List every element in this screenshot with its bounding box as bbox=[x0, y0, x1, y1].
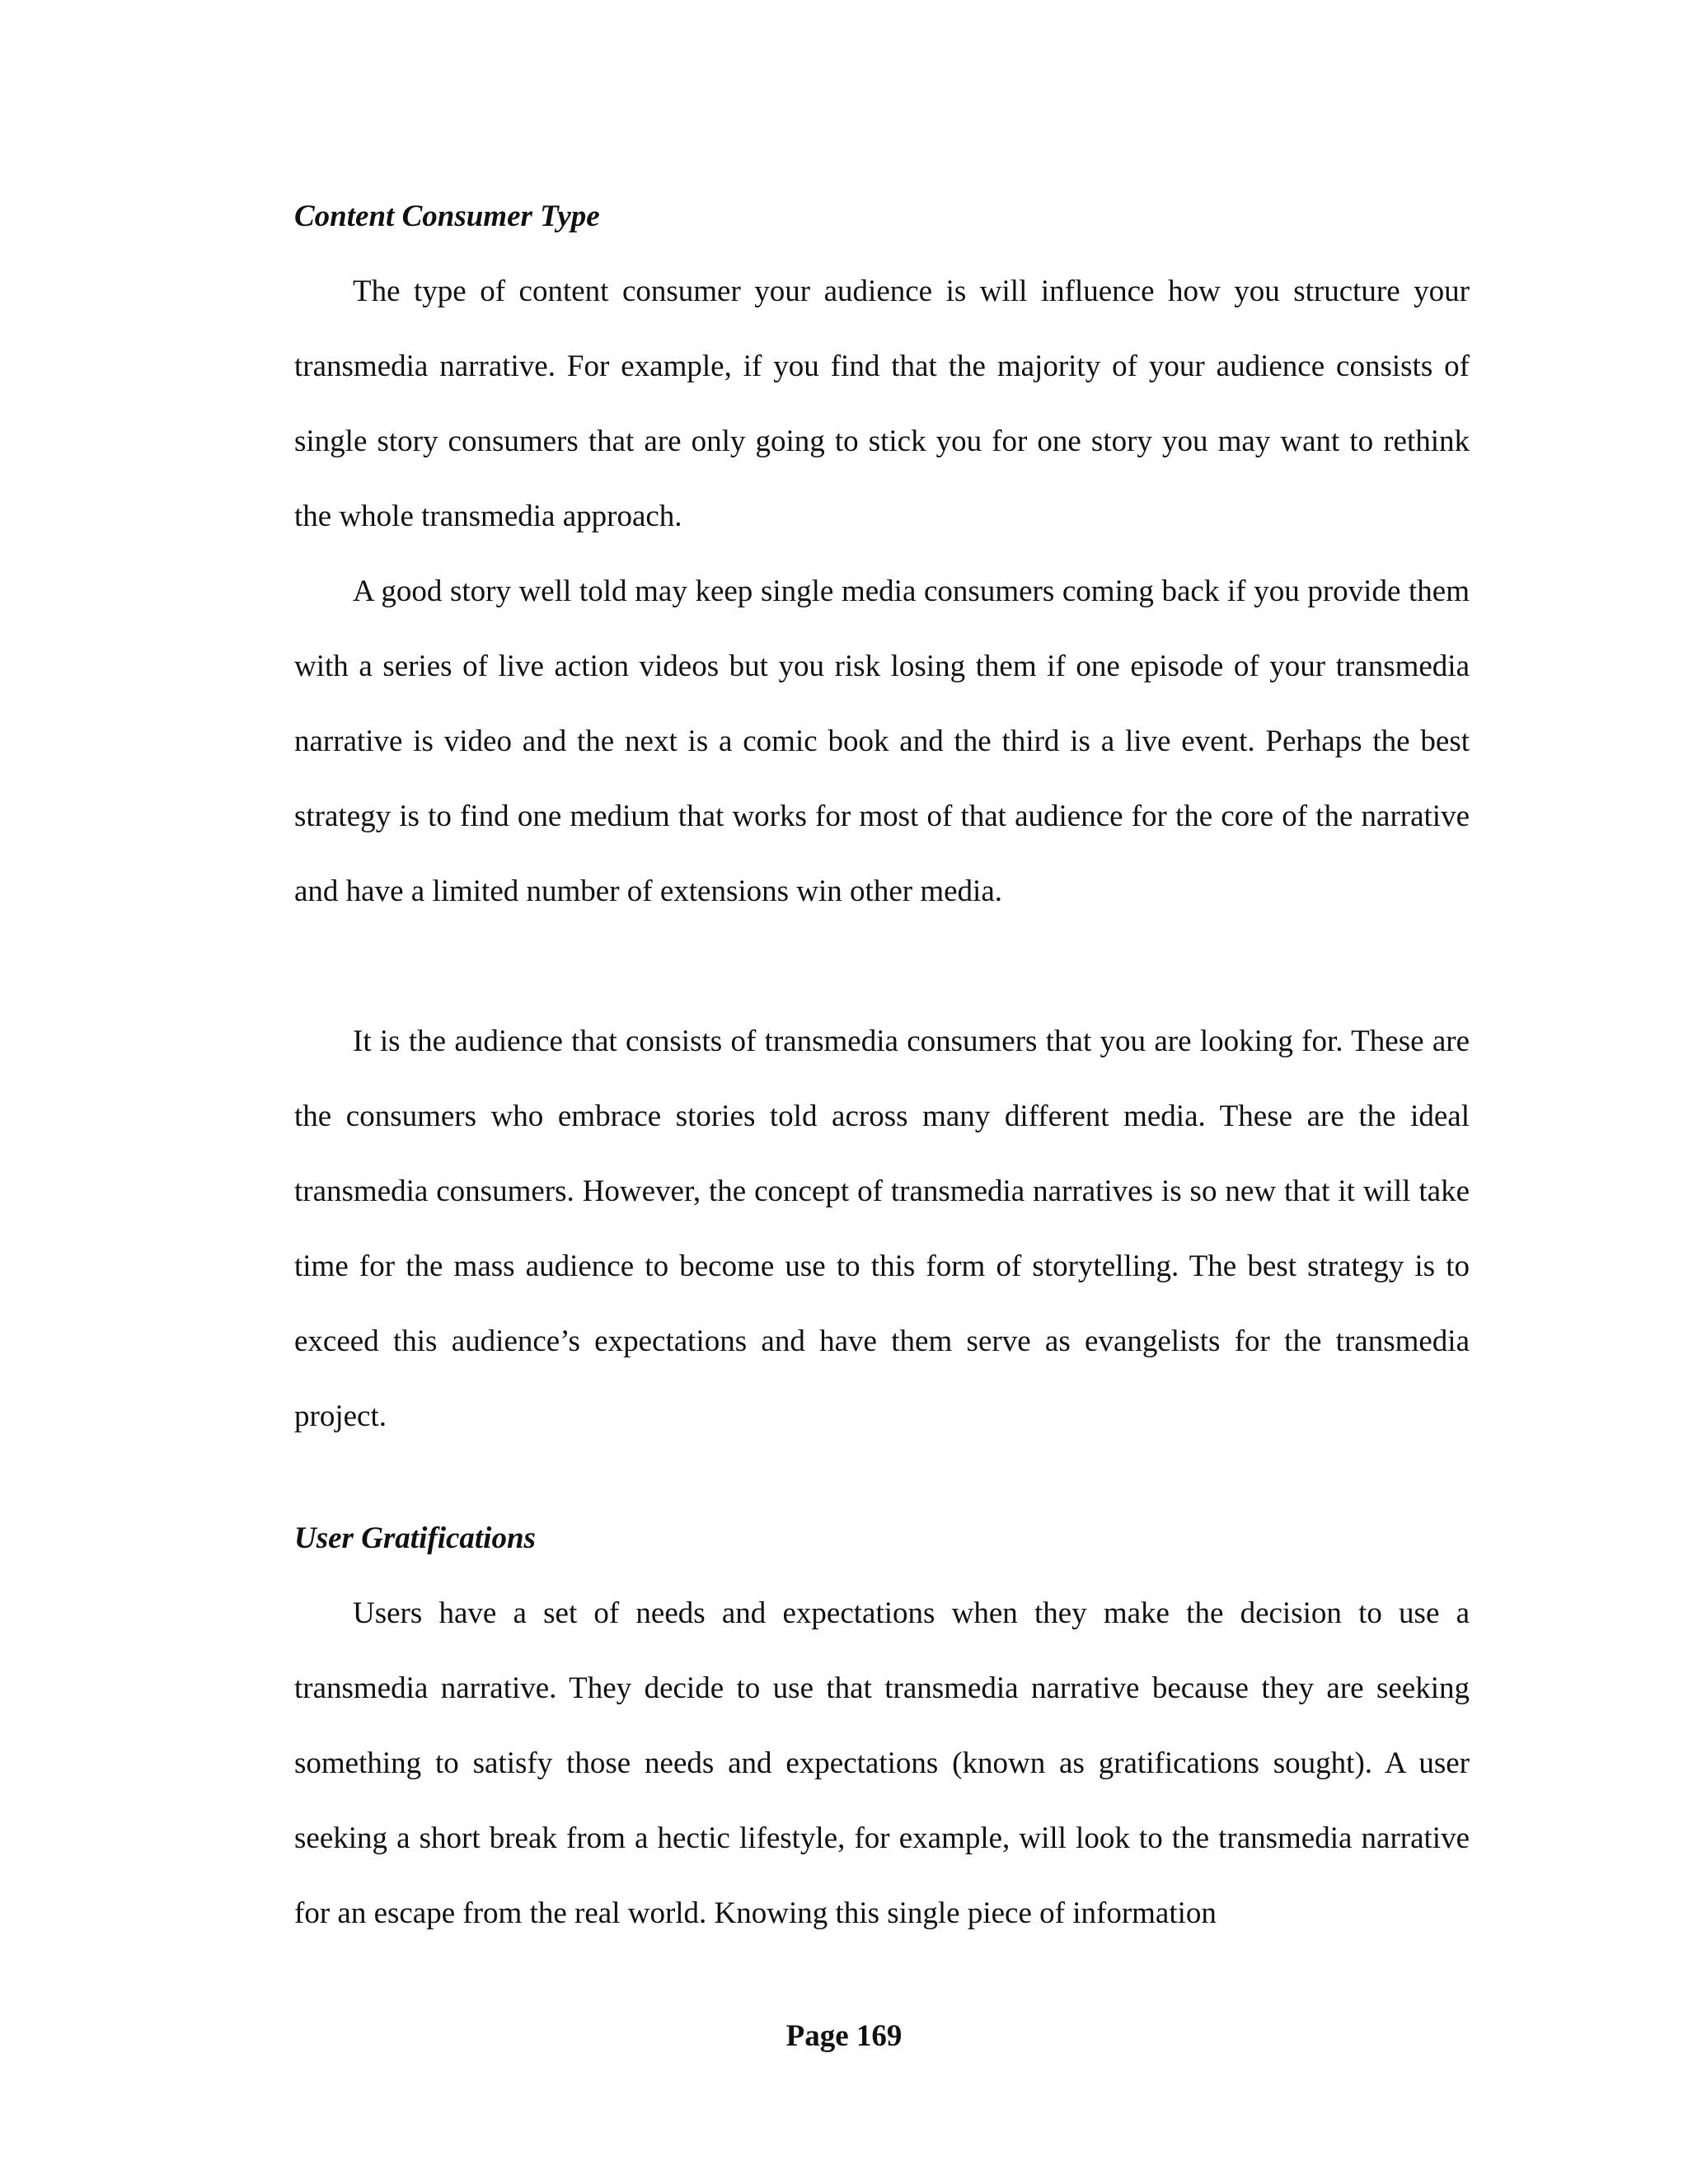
section-heading-user-gratifications: User Gratifications bbox=[294, 1521, 536, 1555]
paragraph-content-consumer-type-3: It is the audience that consists of transmedia consumers that you are looking for. These are the consumers who embrace stories told across many different media. These are the ideal transmedia consumers. However, the concept of transmedia narratives is so new that it will take time for the mass audience to become use to this form of storytelling. The best strategy is to exceed this audience’s expectations and have them serve as evangelists for the transmedia project. bbox=[294, 1024, 1470, 1433]
paragraph-content-consumer-type-2: A good story well told may keep single media consumers coming back if you provide them with a series of live action videos but you risk losing them if one episode of your transmedia narrative is video and the next is a comic book and the third is a live event. Perhaps the best strategy is to find one medium that works for most of that audience for the core of the narrative and have a limited number of extensions win other media. bbox=[294, 574, 1470, 908]
paragraph-content-consumer-type-1: The type of content consumer your audience is will influence how you structure your transmedia narrative. For example, if you find that the majority of your audience consists of single story consumers that are only going to stick you for one story you may want to rethink the whole transmedia approach. bbox=[294, 274, 1470, 533]
paragraph-user-gratifications-1: Users have a set of needs and expectations when they make the decision to use a transmedia narrative. They decide to use that transmedia narrative because they are seeking something to satisfy those needs and expectations (known as gratifications sought). A user seeking a short break from a hectic lifestyle, for example, will look to the transmedia narrative for an escape from the real world. Knowing this single piece of information bbox=[294, 1596, 1470, 1930]
section-heading-content-consumer-type: Content Consumer Type bbox=[294, 199, 600, 233]
page-number: Page 169 bbox=[785, 2019, 903, 2053]
